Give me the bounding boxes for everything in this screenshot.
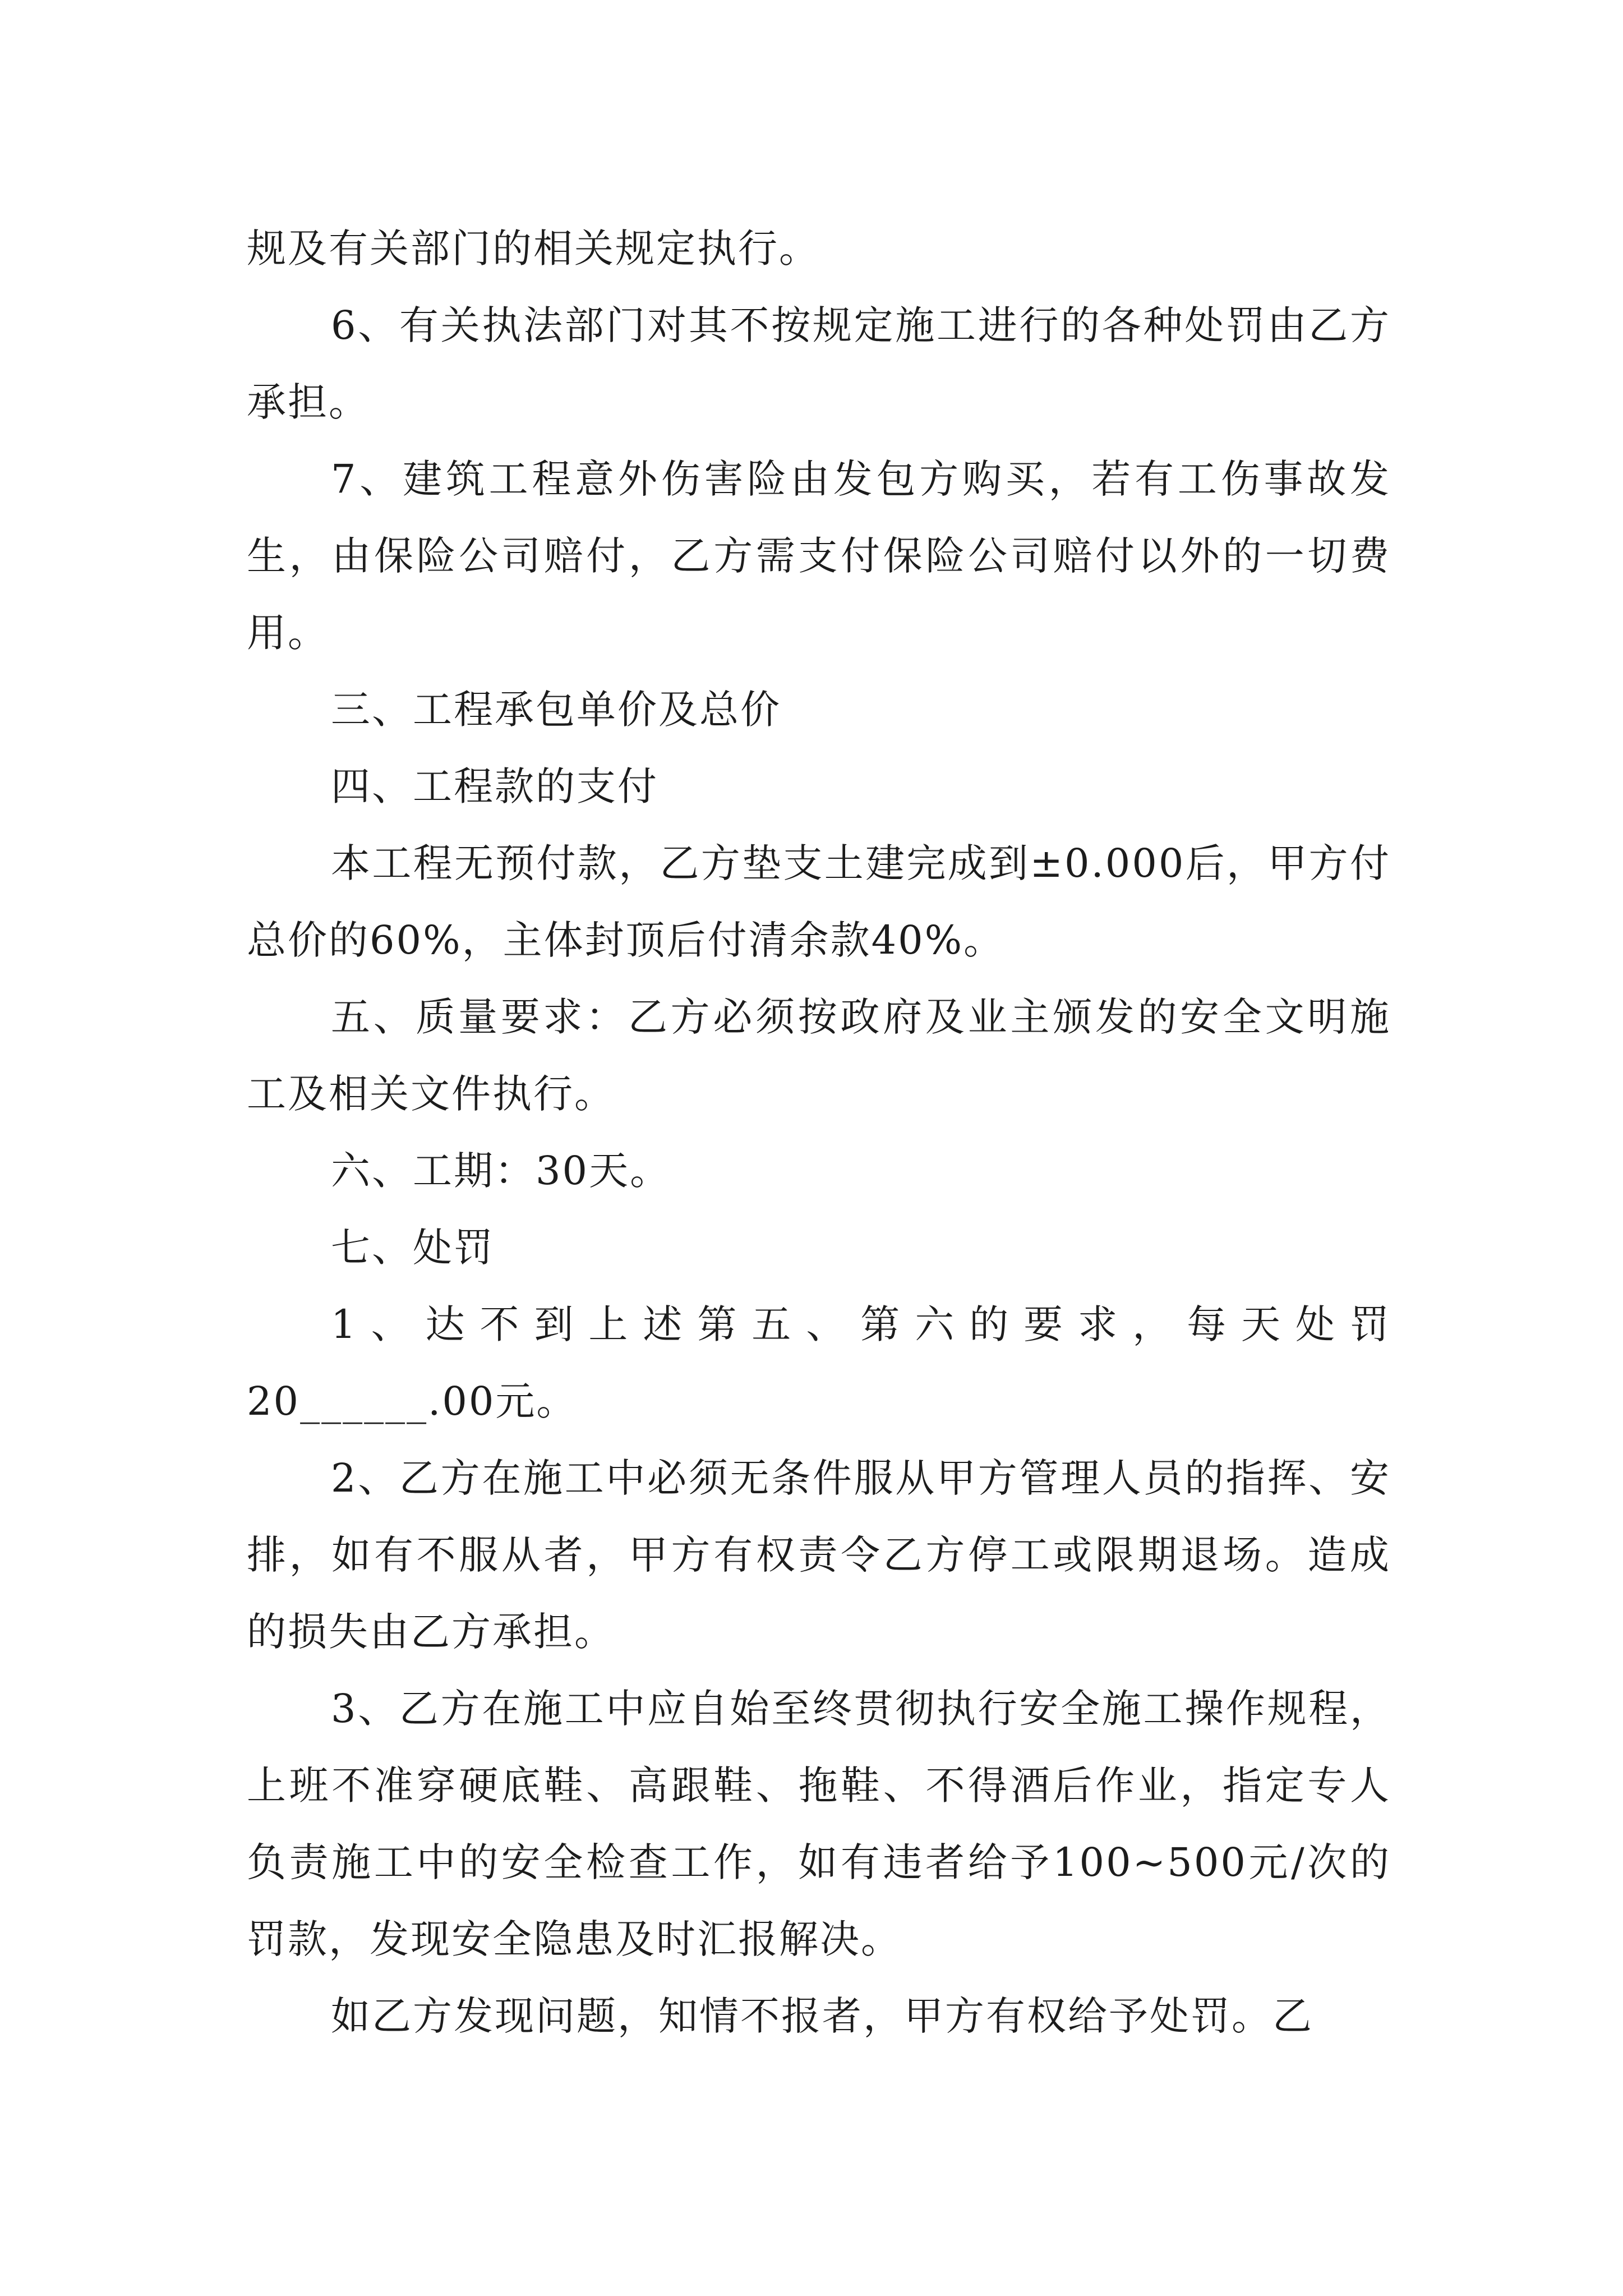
paragraph-item-6: 6、有关执法部门对其不按规定施工进行的各种处罚由乙方承担。 [247, 302, 1391, 425]
penalty-item-3: 3、乙方在施工中应自始至终贯彻执行安全施工操作规程，上班不准穿硬底鞋、高跟鞋、拖鞋、不得酒后作业，指定专人负责施工中的安全检查工作，如有违者给予100~500元/次的罚款，发现安全隐患及时汇报解决。 [247, 1686, 1391, 1962]
paragraph-payment: 本工程无预付款，乙方垫支土建完成到±0.000后，甲方付总价的60%，主体封顶后付清余款40%。 [247, 840, 1391, 963]
penalty-item-1: 1、达不到上述第五、第六的要求，每天处罚 [331, 1301, 1391, 1347]
document-body [247, 210, 1391, 2055]
section-heading-7: 七、处罚 [331, 1225, 495, 1271]
penalty-item-1-amount: 20______.00元。 [247, 1378, 578, 1424]
section-heading-4: 四、工程款的支付 [331, 763, 658, 809]
penalty-item-2: 2、乙方在施工中必须无条件服从甲方管理人员的指挥、安排，如有不服从者，甲方有权责令乙方停工或限期退场。造成的损失由乙方承担。 [247, 1455, 1391, 1655]
section-heading-3: 三、工程承包单价及总价 [331, 687, 781, 733]
paragraph-reporting: 如乙方发现问题，知情不报者，甲方有权给予处罚。乙 [331, 1993, 1313, 2039]
paragraph-continuation: 规及有关部门的相关规定执行。 [247, 226, 820, 272]
section-heading-6: 六、工期：30天。 [331, 1148, 671, 1194]
section-heading-5: 五、质量要求：乙方必须按政府及业主颁发的安全文明施工及相关文件执行。 [247, 994, 1391, 1117]
paragraph-item-7: 7、建筑工程意外伤害险由发包方购买，若有工伤事故发生，由保险公司赔付，乙方需支付保险公司赔付以外的一切费用。 [247, 456, 1391, 656]
